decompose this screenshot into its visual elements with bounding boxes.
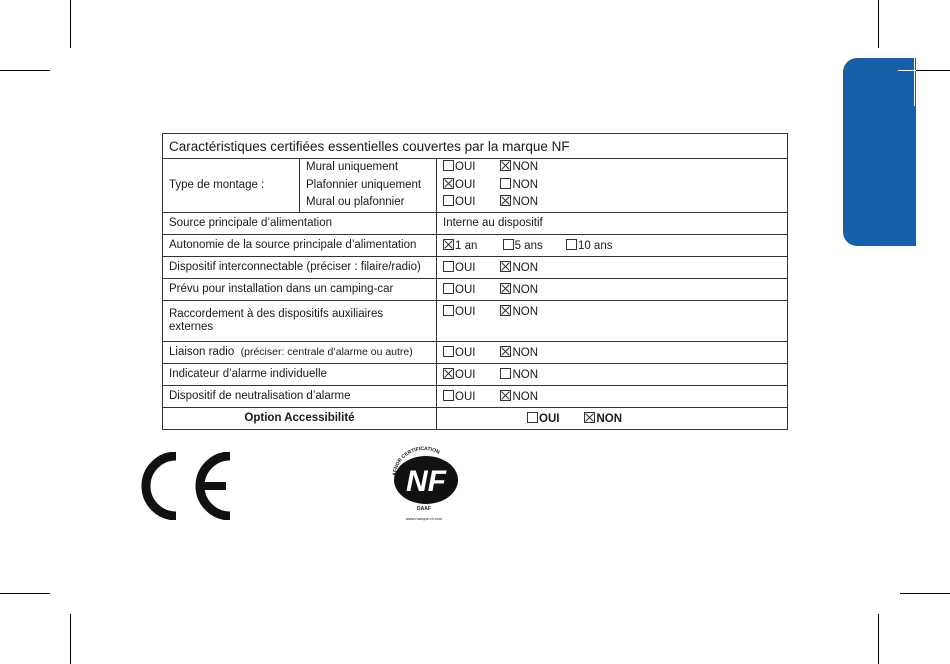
table-row <box>163 341 788 363</box>
mounting-option-label: Mural ou plafonnier <box>306 196 405 208</box>
non-option <box>500 159 538 177</box>
yes-no-choice <box>443 194 781 212</box>
nf-characteristics-table <box>162 133 788 430</box>
table-row <box>163 300 788 341</box>
non-option <box>500 261 538 274</box>
oui-label: OUI <box>455 196 476 208</box>
non-option <box>500 194 538 212</box>
autonomy-option <box>566 239 613 252</box>
row-label-cell <box>163 341 437 363</box>
table-title: Caractéristiques certifiées essentielles couvertes par la marque NF <box>163 134 788 159</box>
checkbox-icon <box>500 390 511 401</box>
crop-mark <box>70 614 71 664</box>
oui-label: OUI <box>455 368 476 381</box>
non-option <box>584 412 622 425</box>
accessibility-row <box>163 407 788 429</box>
autonomy-label: Autonomie de la source principale d’alimentation <box>163 234 437 256</box>
non-option <box>500 390 538 403</box>
checkbox-icon <box>443 160 454 171</box>
oui-label: OUI <box>455 346 476 359</box>
checkbox-icon <box>500 346 511 357</box>
yes-no-choice <box>437 407 788 429</box>
ce-logo <box>138 452 234 525</box>
crop-mark <box>0 70 50 71</box>
crop-mark <box>878 614 879 664</box>
crop-mark <box>878 0 879 48</box>
option-label: 5 ans <box>514 239 543 252</box>
oui-label: OUI <box>455 390 476 403</box>
table-row <box>163 363 788 385</box>
oui-option <box>443 159 475 177</box>
checkbox-icon <box>443 390 454 401</box>
checkbox-icon <box>443 178 454 189</box>
non-option <box>500 368 538 381</box>
nf-logo <box>388 446 460 524</box>
table-title-row <box>163 134 788 159</box>
non-option <box>500 177 538 195</box>
checkbox-icon <box>443 346 454 357</box>
oui-label: OUI <box>455 161 476 173</box>
non-option <box>500 305 538 318</box>
checkbox-icon <box>500 160 511 171</box>
option-label: 1 an <box>455 239 478 252</box>
table-row <box>163 278 788 300</box>
yes-no-choice <box>443 177 781 195</box>
non-label: NON <box>512 261 539 274</box>
power-source-label: Source principale d’alimentation <box>163 212 437 234</box>
oui-option <box>527 412 559 425</box>
mounting-answers <box>437 159 788 213</box>
row-label: Indicateur d’alarme individuelle <box>163 363 437 385</box>
non-label: NON <box>512 161 539 173</box>
power-source-value: Interne au dispositif <box>437 212 788 234</box>
yes-no-choice <box>437 278 788 300</box>
non-label: NON <box>512 305 539 318</box>
oui-label: OUI <box>455 261 476 274</box>
autonomy-option <box>503 239 543 252</box>
nf-url-text: www.marque-nf.com <box>405 516 443 521</box>
table-row <box>163 256 788 278</box>
mounting-option-label: Mural uniquement <box>306 161 399 173</box>
crop-mark <box>900 593 950 594</box>
oui-label: OUI <box>539 412 560 425</box>
checkbox-icon <box>500 283 511 294</box>
nf-sub-text: DAAF <box>417 506 431 512</box>
yes-no-choice <box>437 363 788 385</box>
checkbox-icon <box>503 239 514 250</box>
nf-arc-text: AFNOR CERTIFICATION <box>391 446 441 477</box>
non-label: NON <box>512 346 539 359</box>
checkbox-icon <box>500 305 511 316</box>
non-label: NON <box>512 283 539 296</box>
oui-option <box>443 194 475 212</box>
nf-mark-text: NF <box>406 465 446 498</box>
row-label: Dispositif de neutralisation d’alarme <box>163 385 437 407</box>
mounting-row <box>163 159 788 213</box>
yes-no-choice <box>437 300 788 341</box>
non-option <box>500 283 538 296</box>
autonomy-option <box>443 239 477 252</box>
row-label: Raccordement à des dispositifs auxiliaires externes <box>163 300 437 341</box>
checkbox-icon <box>584 412 595 423</box>
mounting-option-label: Plafonnier uniquement <box>306 178 422 191</box>
oui-option <box>443 177 475 195</box>
oui-label: OUI <box>455 283 476 296</box>
non-option <box>500 346 538 359</box>
non-label: NON <box>596 412 623 425</box>
oui-option <box>443 346 475 359</box>
mounting-options <box>300 159 437 213</box>
mounting-label: Type de montage : <box>163 159 300 213</box>
checkbox-icon <box>443 305 454 316</box>
non-label: NON <box>512 390 539 403</box>
non-label: NON <box>512 178 539 191</box>
option-label: 10 ans <box>577 239 613 252</box>
oui-option <box>443 390 475 403</box>
table-row <box>163 212 788 234</box>
checkbox-icon <box>500 195 511 206</box>
row-note: (préciser: centrale d’alarme ou autre) <box>240 346 413 358</box>
row-label: Liaison radio <box>169 346 235 358</box>
ce-text: CE <box>138 452 140 453</box>
checkbox-icon <box>443 261 454 272</box>
checkbox-icon <box>566 239 577 250</box>
section-tab <box>843 58 916 246</box>
checkbox-icon <box>500 368 511 379</box>
crop-mark <box>70 0 71 48</box>
autonomy-options <box>437 234 788 256</box>
row-label: Prévu pour installation dans un camping-car <box>163 278 437 300</box>
oui-option <box>443 305 475 318</box>
crop-mark <box>0 593 50 594</box>
row-label: Dispositif interconnectable (préciser : filaire/radio) <box>163 256 437 278</box>
oui-label: OUI <box>455 305 476 318</box>
table-row <box>163 385 788 407</box>
checkbox-icon <box>500 178 511 189</box>
checkbox-icon <box>443 239 454 250</box>
accessibility-label: Option Accessibilité <box>163 407 437 429</box>
checkbox-icon <box>443 368 454 379</box>
oui-label: OUI <box>455 178 476 191</box>
yes-no-choice <box>443 159 781 177</box>
oui-option <box>443 368 475 381</box>
oui-option <box>443 283 475 296</box>
crop-mark <box>914 58 915 106</box>
non-label: NON <box>512 196 539 208</box>
oui-option <box>443 261 475 274</box>
checkbox-icon <box>443 283 454 294</box>
table-row <box>163 234 788 256</box>
checkbox-icon <box>443 195 454 206</box>
checkbox-icon <box>500 261 511 272</box>
yes-no-choice <box>437 256 788 278</box>
non-label: NON <box>512 368 539 381</box>
yes-no-choice <box>437 341 788 363</box>
checkbox-icon <box>527 412 538 423</box>
yes-no-choice <box>437 385 788 407</box>
